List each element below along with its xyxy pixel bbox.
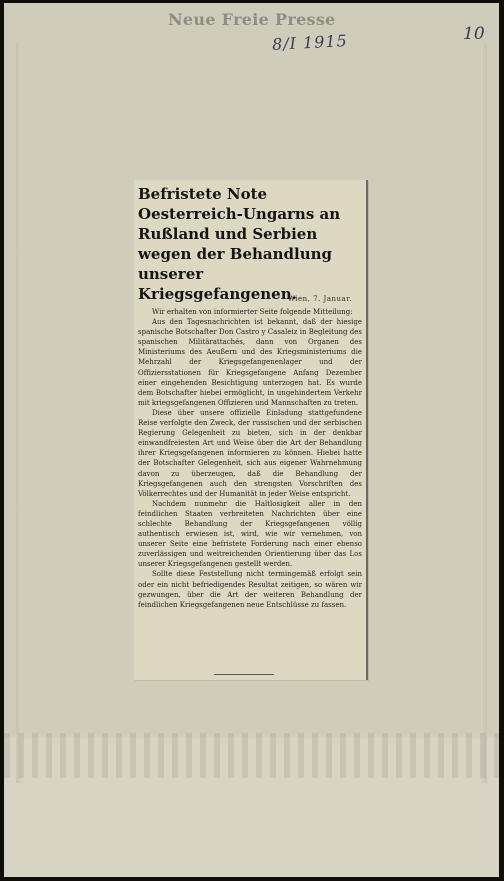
article-headline: Befristete Note Oesterreich-Ungarns an Rußland und Serbien wegen der Behandlung unserer Kriegsgefangenen. — [138, 185, 341, 303]
article-paragraph: Aus den Tagesnachrichten ist bekannt, daß der hiesige spanische Botschafter Don Castro y Casaleiz in Begleitung des spanischen Militärattachés, dann von Organen des Ministeriums des Aeußern und des Kriegsministeriums die Mehrzahl der Kriegsgefangenenlager und der Offiziersstationen für Kriegsgefangene Anfang Dezember einer eingehenden Besichtigung unterzogen hat. Es wurde dem Botschafter hiebei ermöglicht, in ungehindertem Verkehr mit kriegsgefangenen Offizieren und Mannschaften zu treten. — [138, 318, 362, 407]
article-body — [138, 307, 362, 610]
sheet-fold-left — [16, 43, 22, 783]
article-paragraph: Diese über unsere offizielle Einladung stattgefundene Reise verfolgte den Zweck, der russischen und der serbischen Regierung Gelegenheit zu bieten, sich in der denkbar einwandfreiesten Art und Weise über die Art der Behandlung ihrer Kriegsgefangenen informieren zu können. Hiebei hatte der Botschafter Gelegenheit, sich aus eigener Wahrnehmung davon zu überzeugen, daß die Behandlung der Kriegsgefangenen auch den strengsten Vorschriften des Völkerrechtes und der Humanität in jeder Weise entspricht. — [138, 408, 362, 498]
article-paragraph: Sollte diese Feststellung nicht termingemäß erfolgt sein oder ein nicht befriedigendes Resultat zeitigen, so wären wir gezwungen, über die Art der weiteren Behandlung der feindlichen Kriegsgefangenen neue Entschlüsse zu fassen. — [138, 570, 362, 609]
sheet-fold-right — [481, 43, 487, 783]
paper-fold-band — [4, 733, 499, 778]
handwritten-page-number: 10 — [463, 24, 485, 44]
article-dateline: Wien, 7. Januar. — [287, 295, 352, 303]
end-rule — [214, 674, 274, 675]
article-paragraph: Wir erhalten von informierter Seite folgende Mitteilung: — [152, 308, 353, 316]
article-paragraph: Nachdem nunmehr die Haltlosigkeit aller in den feindlichen Staaten verbreiteten Nachrichten über eine schlechte Behandlung der Kriegsgefangenen völlig authentisch erwiesen ist, wird, wie wir vernehmen, von unserer Seite eine befristete Forderung nach einer ebenso zuverlässigen und weitreichenden Orientierung über das Los unserer Kriegsgefangenen gestellt werden. — [138, 499, 362, 569]
newspaper-masthead: Neue Freie Presse — [168, 10, 336, 29]
newspaper-clipping — [134, 180, 368, 680]
handwritten-date: 8/I 1915 — [271, 31, 349, 54]
